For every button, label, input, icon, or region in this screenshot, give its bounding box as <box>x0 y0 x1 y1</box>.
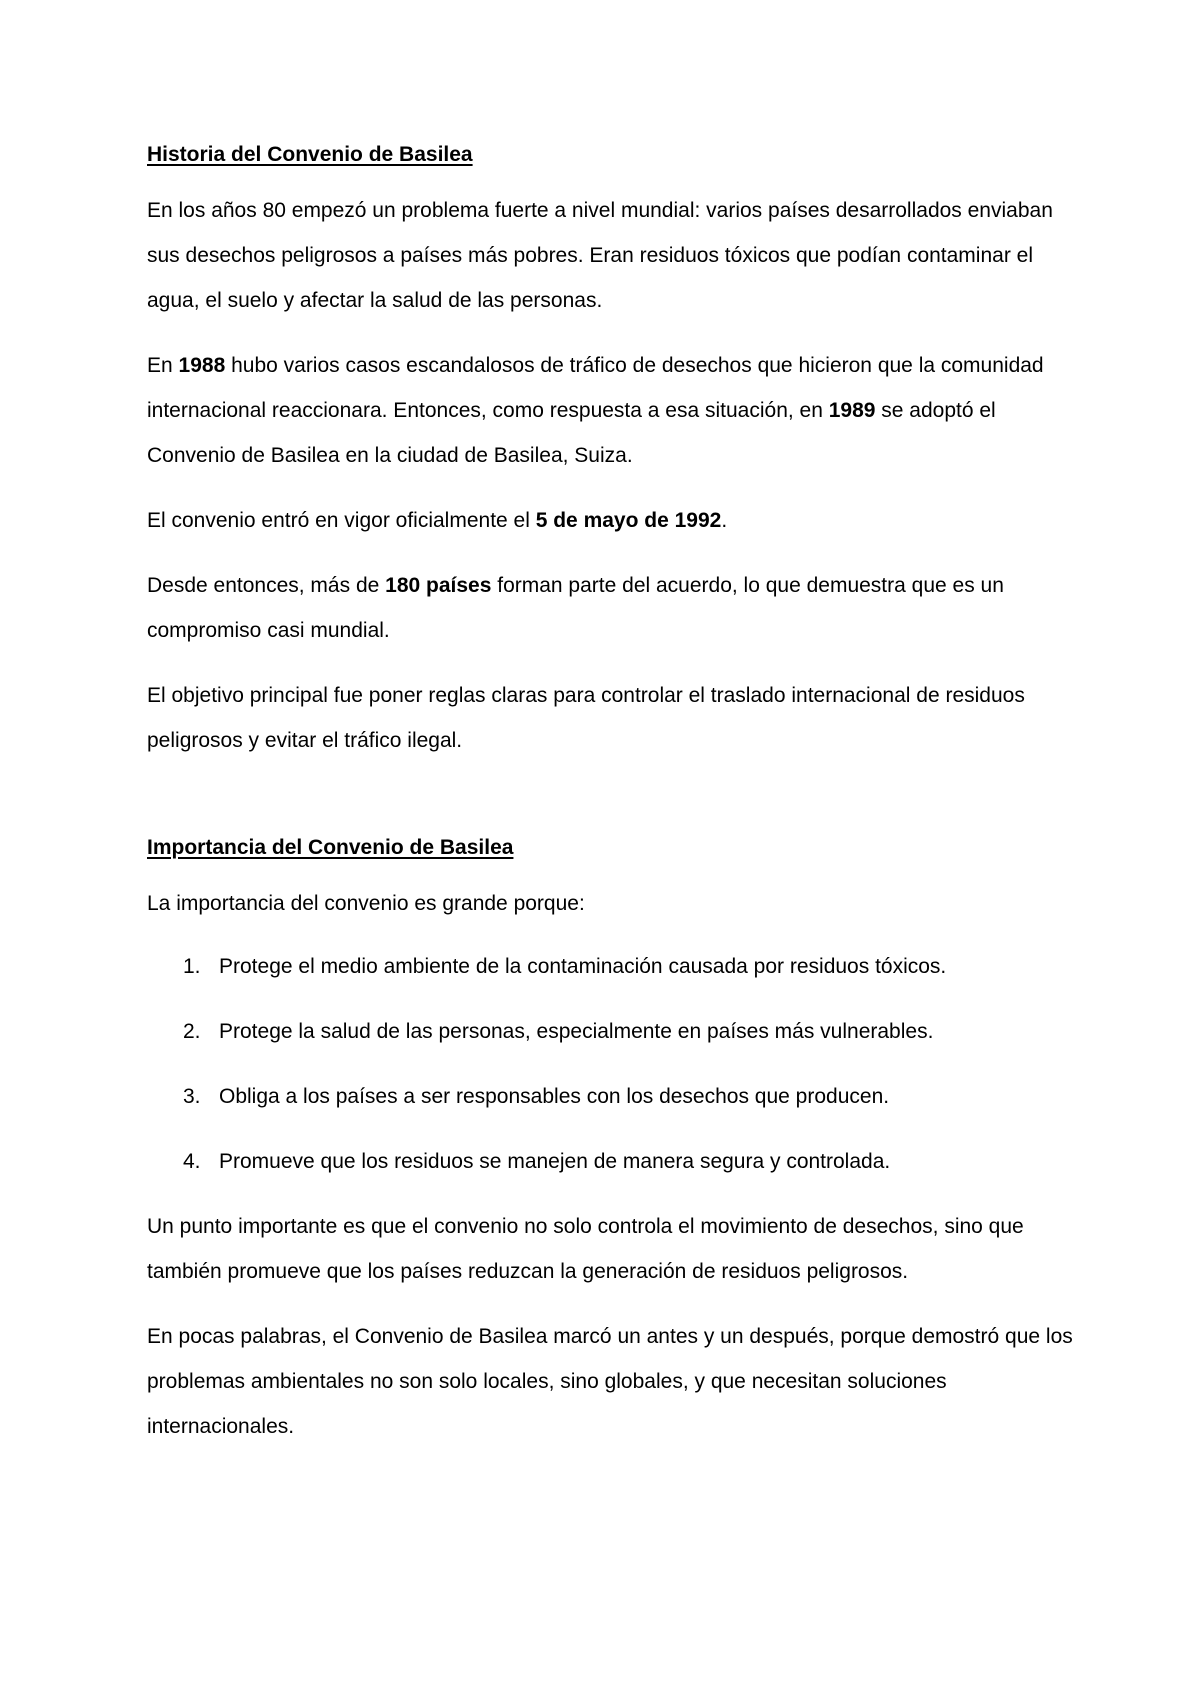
document-page <box>147 140 1077 1449</box>
list-item: 3. Obliga a los países a ser responsables con los desechos que producen. <box>183 1085 890 1108</box>
paragraph-intro: En los años 80 empezó un problema fuerte a nivel mundial: varios países desarrollados enviaban sus desechos peligrosos a países más pobres. Eran residuos tóxicos que podían contaminar el agua, el suelo y afectar la salud de las personas. <box>147 199 1053 312</box>
paragraph-importance-intro: La importancia del convenio es grande porque: <box>147 892 585 915</box>
section-title-importancia: Importancia del Convenio de Basilea <box>147 836 514 859</box>
paragraph-entry-into-force: El convenio entró en vigor oficialmente el 5 de mayo de 1992. <box>147 509 728 532</box>
date-entry-into-force: 5 de mayo de 1992 <box>535 509 722 532</box>
year-1988: 1988 <box>178 354 226 377</box>
year-1989: 1989 <box>828 399 876 422</box>
count-countries: 180 países <box>385 574 492 597</box>
paragraph-member-countries: Desde entonces, más de 180 países forman parte del acuerdo, lo que demuestra que es un compromiso casi mundial. <box>147 574 1004 642</box>
paragraph-important-point: Un punto importante es que el convenio no solo controla el movimiento de desechos, sino que también promueve que los países reduzcan la generación de residuos peligrosos. <box>147 1215 1024 1283</box>
importance-list <box>147 944 1077 1184</box>
paragraph-objective: El objetivo principal fue poner reglas claras para controlar el traslado internacional de residuos peligrosos y evitar el tráfico ilegal. <box>147 684 1025 752</box>
list-item: 2. Protege la salud de las personas, especialmente en países más vulnerables. <box>183 1020 934 1043</box>
section-title-historia: Historia del Convenio de Basilea <box>147 143 473 166</box>
list-item: 4. Promueve que los residuos se manejen de manera segura y controlada. <box>183 1150 891 1173</box>
paragraph-conclusion: En pocas palabras, el Convenio de Basilea marcó un antes y un después, porque demostró que los problemas ambientales no son solo locales, sino globales, y que necesitan soluciones internacionales. <box>147 1325 1073 1438</box>
list-item: 1. Protege el medio ambiente de la contaminación causada por residuos tóxicos. <box>183 955 947 978</box>
paragraph-1988: En 1988 hubo varios casos escandalosos de tráfico de desechos que hicieron que la comunidad internacional reaccionara. Entonces, como respuesta a esa situación, en 1989 se adoptó el Convenio de Basilea en la ciudad de Basilea, Suiza. <box>147 354 1044 467</box>
